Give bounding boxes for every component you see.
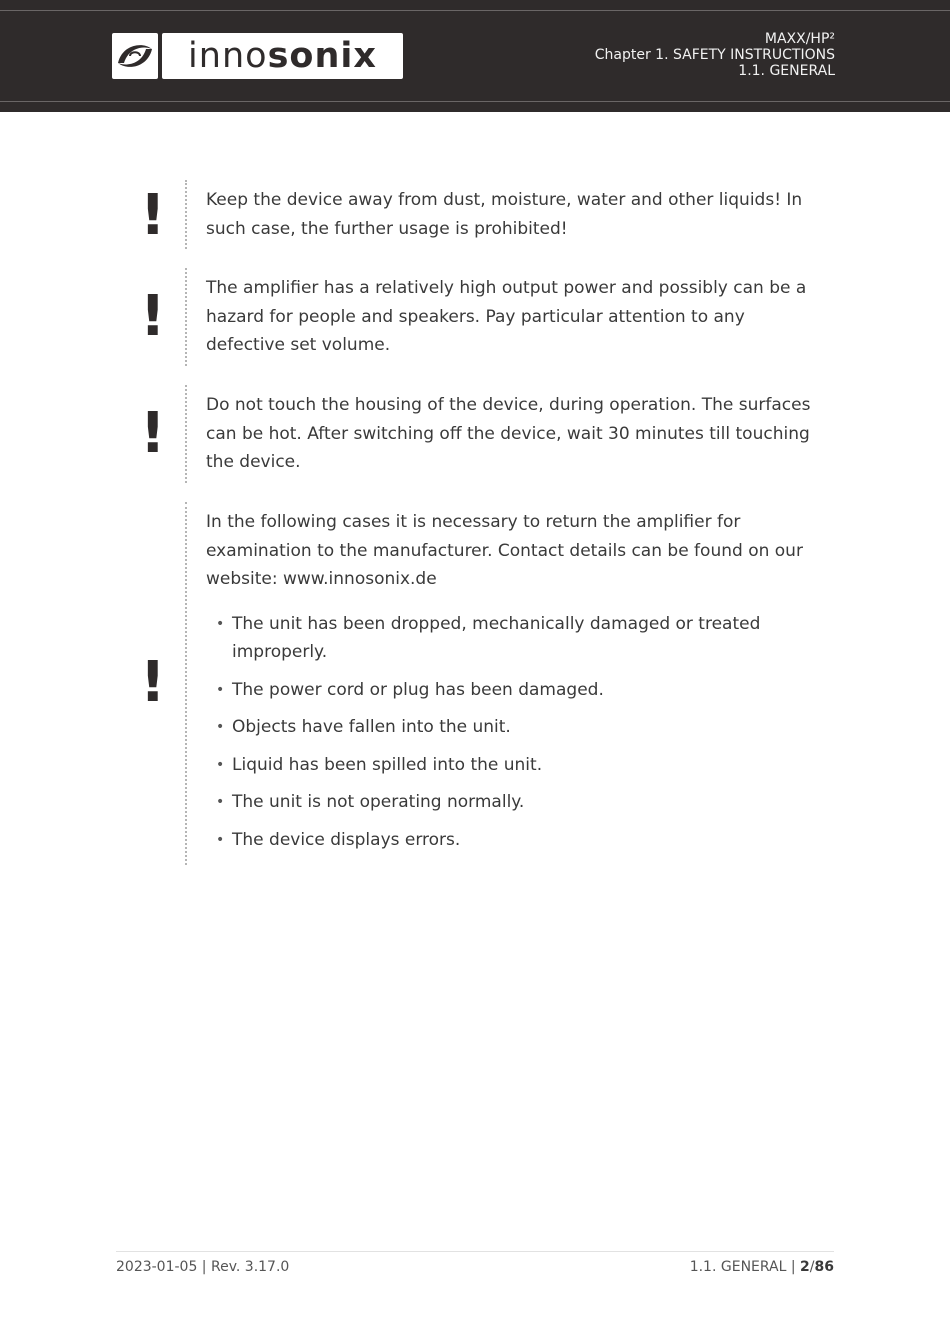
list-item — [206, 788, 826, 817]
logo-wordmark-bold: sonix — [267, 36, 377, 76]
footer-section: 1.1. GENERAL | — [689, 1259, 801, 1275]
bullet-icon: • — [216, 615, 225, 632]
bullet-icon: • — [216, 756, 225, 773]
warning-text: Keep the device away from dust, moisture, water and other liquids! In such case, the further usage is prohibited! — [206, 190, 803, 239]
page-header — [0, 0, 950, 112]
dotted-divider — [185, 385, 187, 483]
header-bottom-rule — [0, 101, 950, 102]
list-item — [206, 713, 826, 742]
section-title: 1.1. GENERAL — [738, 63, 835, 79]
footer-date-revision: 2023-01-05 | Rev. 3.17.0 — [116, 1259, 290, 1275]
exclamation-icon: ! — [140, 183, 166, 248]
list-item-text: The unit is not operating normally. — [232, 792, 525, 812]
dotted-divider — [185, 502, 187, 865]
warning-text: The amplifier has a relatively high output power and possibly can be a hazard for people and speakers. Pay particular attention to any defective set volume. — [206, 278, 807, 355]
exclamation-icon: ! — [140, 284, 166, 349]
warning-text: In the following cases it is necessary to return the amplifier for examination to the manufacturer. Contact details can be found on our website: www.innosonix.de — [206, 512, 803, 589]
dotted-divider — [185, 268, 187, 366]
return-conditions-list — [206, 610, 826, 855]
warning-block — [112, 502, 832, 865]
page-number: 2 — [800, 1259, 810, 1275]
list-item-text: The device displays errors. — [232, 829, 461, 850]
list-item-text: The power cord or plug has been damaged. — [232, 679, 604, 700]
header-breadcrumb — [595, 31, 835, 79]
page-total: 86 — [814, 1259, 834, 1275]
list-item-text: The unit has been dropped, mechanically damaged or treated improperly. — [232, 613, 761, 662]
chapter-title: Chapter 1. SAFETY INSTRUCTIONS — [594, 47, 835, 63]
dotted-divider — [185, 180, 187, 249]
list-item — [206, 826, 826, 855]
exclamation-icon: ! — [140, 650, 166, 715]
warning-text: Do not touch the housing of the device, during operation. The surfaces can be hot. After switching off the device, wait 30 minutes till touching the device. — [206, 395, 811, 472]
list-item-text: Objects have fallen into the unit. — [232, 717, 511, 737]
warning-content — [206, 508, 826, 863]
page-separator: / — [809, 1259, 815, 1275]
list-item — [206, 610, 826, 667]
bullet-icon: • — [216, 719, 225, 735]
bullet-icon: • — [216, 681, 225, 698]
bullet-icon: • — [216, 794, 225, 810]
warning-block — [112, 268, 832, 366]
warning-block — [112, 385, 832, 483]
list-item — [206, 751, 826, 780]
footer-page-info — [690, 1259, 834, 1275]
product-name: MAXX/HP² — [764, 31, 835, 47]
innosonix-swirl-icon — [112, 33, 158, 79]
footer-rule — [116, 1251, 834, 1252]
header-top-rule — [0, 10, 950, 11]
list-item-text: Liquid has been spilled into the unit. — [232, 754, 543, 775]
exclamation-icon: ! — [140, 401, 166, 466]
list-item — [206, 676, 826, 705]
bullet-icon: • — [216, 831, 225, 848]
warning-block — [112, 180, 832, 249]
innosonix-logo — [162, 33, 403, 79]
logo-wordmark-thin: inno — [188, 36, 268, 76]
